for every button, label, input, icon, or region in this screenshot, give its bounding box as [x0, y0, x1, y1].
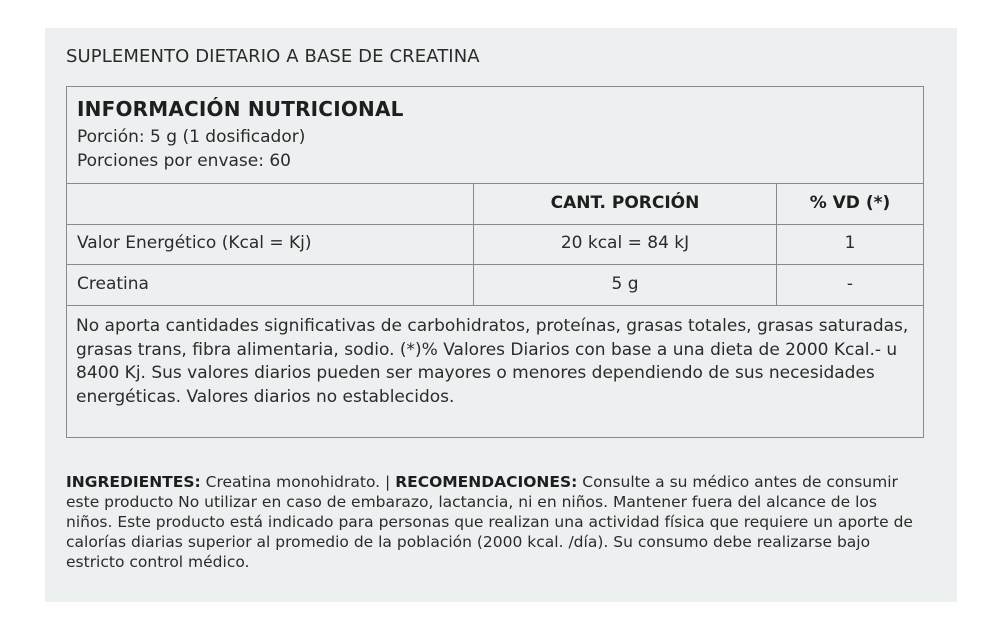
ingredients-section	[66, 472, 926, 572]
nutrition-table	[66, 86, 924, 438]
column-header-amount: CANT. PORCIÓN	[550, 193, 700, 213]
recommendations-text: Consulte a su médico antes de consumir este producto No utilizar en caso de embarazo, lactancia, ni en niños. Mantener fuera del alcance de los niños. Este producto está indicado para personas que realizan una actividad física que requiere un aporte de calorías diarias superior al promedio de la población (2000 kcal. /día). Su consumo debe realizarse bajo estricto control médico.	[66, 473, 913, 571]
row-dv-energy: 1	[844, 233, 856, 253]
row-label-energy: Valor Energético (Kcal = Kj)	[77, 233, 312, 253]
row-label-creatine: Creatina	[77, 274, 149, 294]
product-subtitle: SUPLEMENTO DIETARIO A BASE DE CREATINA	[66, 46, 480, 67]
portion-text: Porción: 5 g (1 dosificador)	[77, 127, 306, 147]
ingredients-label: INGREDIENTES:	[66, 473, 201, 491]
row-amount-energy: 20 kcal = 84 kJ	[560, 233, 690, 253]
row-amount-creatine: 5 g	[611, 274, 639, 294]
row-divider	[67, 183, 923, 184]
ingredients-text: Creatina monohidrato. |	[200, 473, 396, 491]
row-divider	[67, 305, 923, 306]
table-title: INFORMACIÓN NUTRICIONAL	[77, 97, 404, 121]
row-dv-creatine: -	[846, 274, 854, 294]
table-footnote: No aporta cantidades significativas de carbohidratos, proteínas, grasas totales, grasas saturadas, grasas trans, fibra alimentaria, sodio. (*)% Valores Diarios con base a una dieta de 2000 Kcal.- u 8400 Kj. Sus valores diarios pueden ser mayores o menores dependiendo de sus necesidades energéticas. Valores diarios no establecidos.	[76, 316, 909, 407]
portions-per-container-text: Porciones por envase: 60	[77, 151, 292, 171]
recommendations-label: RECOMENDACIONES:	[395, 473, 578, 491]
column-header-dv: % VD (*)	[809, 193, 891, 213]
row-divider	[67, 264, 923, 265]
row-divider	[67, 224, 923, 225]
